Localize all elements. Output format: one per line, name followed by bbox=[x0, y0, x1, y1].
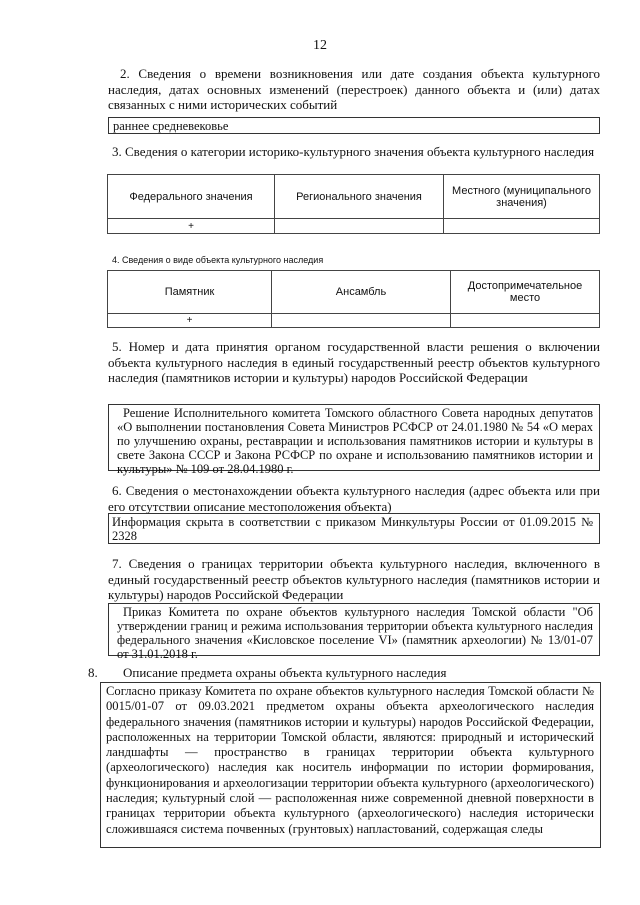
section-7-value-box bbox=[108, 603, 600, 661]
section-6-value-box bbox=[108, 513, 600, 544]
type-col-ensemble: Ансамбль bbox=[272, 271, 451, 314]
category-col-federal: Федерального значения bbox=[108, 175, 275, 219]
section-6-heading: 6. Сведения о местонахождении объекта культурного наследия (адрес объекта или при его отсутствии описание местоположения объекта) bbox=[108, 483, 600, 514]
section-8-value: Согласно приказу Комитета по охране объектов культурного наследия Томской области № 0015/01-07 от 09.03.2021 предметом охраны объекта археологического наследия федерального значения (памятников истории и культуры) народов Российской Федерации, расположенных на территории Томской области, являются: природный и исторический ландшафты — пространство в границах территории объекта культурного (археологического) наследия как носитель информации по истории формирования, функционирования и археологизации территории объекта культурного (археологического) наследия; культурный слой — расположенная ниже современной дневной поверхности в границах территории объекта культурного (археологического) наследия исторически сложившаяся система почвенных (грунтовых) напластований, содержащая следы bbox=[106, 684, 594, 836]
section-6-value: Информация скрыта в соответствии с приказом Минкультуры России от 01.09.2015 № 2328 bbox=[112, 515, 593, 543]
category-mark-federal: + bbox=[108, 219, 275, 234]
section-5-value: Решение Исполнительного комитета Томского областного Совета народных депутатов «О выполнении постановления Совета Министров РСФСР от 24.01.1980 № 54 «О мерах по улучшению охраны, реставрации и использования памятников истории и культуры в свете Закона СССР и Закона РСФСР по охране и использованию памятников истории и культуры» № 109 от 28.04.1980 г. bbox=[117, 406, 593, 476]
page-number: 12 bbox=[313, 38, 327, 53]
category-table bbox=[107, 174, 600, 234]
type-table bbox=[107, 270, 600, 328]
section-4-heading: 4. Сведения о виде объекта культурного наследия bbox=[112, 255, 324, 265]
section-2-heading: 2. Сведения о времени возникновения или дате создания объекта культурного наследия, датах основных изменений (перестроек) данного объекта и (или) датах связанных с ними исторических событий bbox=[108, 66, 600, 112]
section-8-heading: Описание предмета охраны объекта культурного наследия bbox=[123, 665, 447, 680]
section-5-heading: 5. Номер и дата принятия органом государственной власти решения о включении объекта культурного наследия в единый государственный реестр объектов культурного наследия (памятников истории и культуры) народов Российской Федерации bbox=[108, 339, 600, 385]
section-8-number: 8. bbox=[88, 665, 98, 680]
type-col-monument: Памятник bbox=[108, 271, 272, 314]
section-3-heading: 3. Сведения о категории историко-культурного значения объекта культурного наследия bbox=[112, 144, 595, 159]
type-mark-ensemble bbox=[272, 314, 451, 328]
section-2-value-box bbox=[108, 117, 600, 134]
category-col-regional: Регионального значения bbox=[275, 175, 444, 219]
type-col-landmark-place: Достопримечательное место bbox=[451, 271, 600, 314]
type-mark-landmark-place bbox=[451, 314, 600, 328]
category-mark-local bbox=[444, 219, 600, 234]
section-7-heading: 7. Сведения о границах территории объекта культурного наследия, включенного в единый государственный реестр объектов культурного наследия (памятников истории и культуры) народов Российской Федерации bbox=[108, 556, 600, 602]
category-mark-regional bbox=[275, 219, 444, 234]
section-5-value-box bbox=[108, 404, 600, 476]
category-col-local: Местного (муниципального значения) bbox=[444, 175, 600, 219]
type-mark-monument: + bbox=[108, 314, 272, 328]
section-8-value-box bbox=[100, 682, 601, 848]
section-7-value: Приказ Комитета по охране объектов культурного наследия Томской области "Об утверждении границ и режима использования территории объекта культурного наследия федерального значения «Кисловское поселение VI» (памятник археологии) № 13/01-07 от 31.01.2018 г. bbox=[117, 605, 593, 661]
section-2-value: раннее средневековье bbox=[113, 119, 229, 133]
